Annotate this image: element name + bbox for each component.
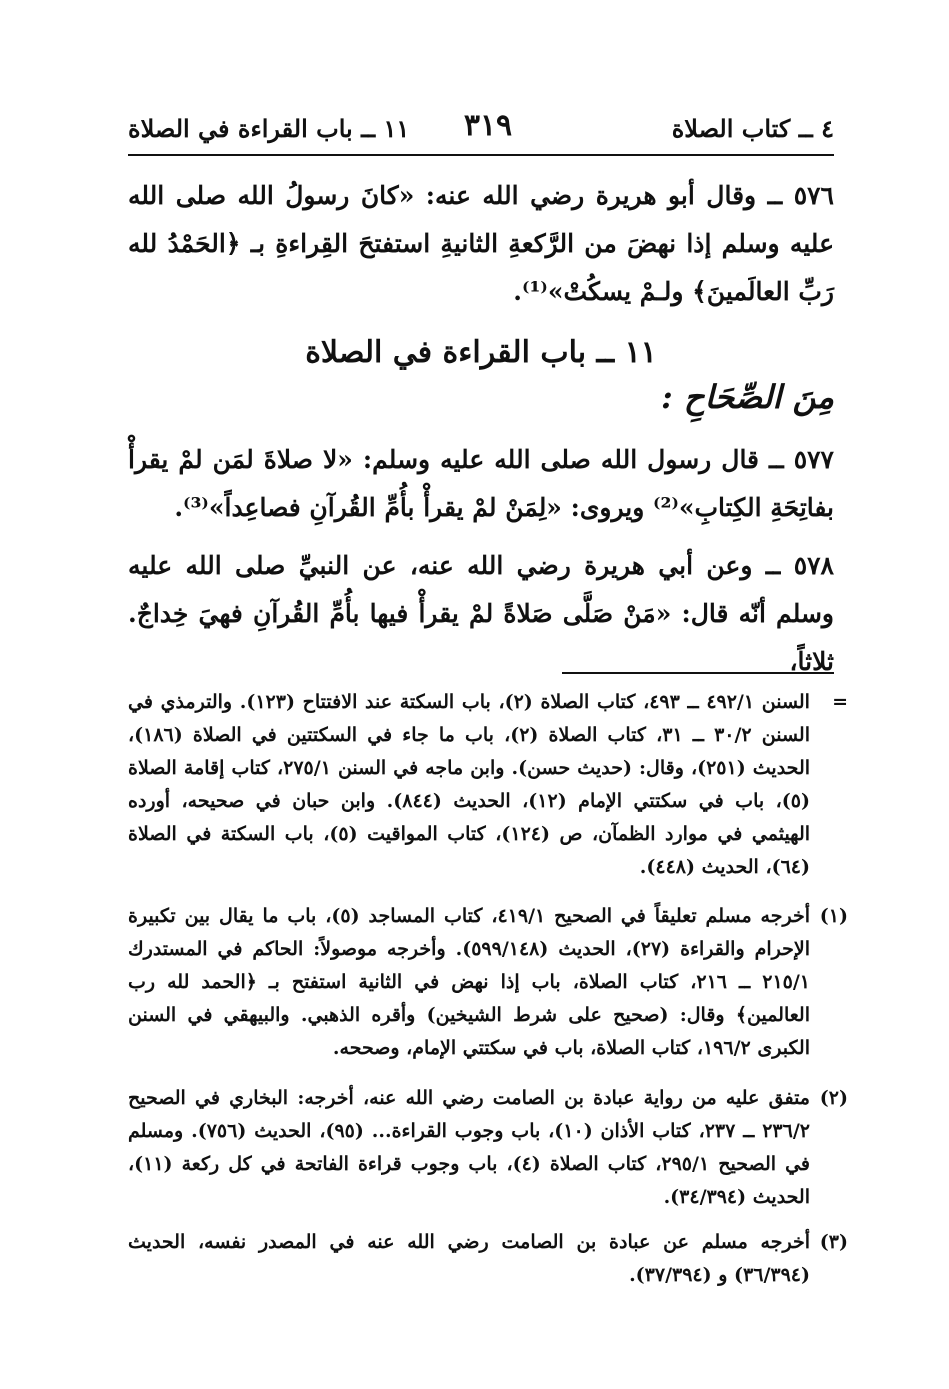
footnote-marker: (١) xyxy=(819,905,848,927)
footnote-marker: (٢) xyxy=(819,1087,848,1109)
section-heading: ١١ ــ باب القراءة في الصلاة xyxy=(128,114,410,143)
footnote-text: أخرجه مسلم تعليقاً في الصحيح ٤١٩/١، كتاب المساجد (٥)، باب ما يقال بين تكبيرة الإحرام والقراءة (٢٧)، الحديث (٥٩٩/١٤٨). وأخرجه موصولاً: الحاكم في المستدرك ٢١٥/١ ــ ٢١٦، كتاب الصلاة، باب إذا نهض في الثانية استفتح بـ ﴿الحمد لله رب العالمين﴾ وقال: (صحيح على شرط الشيخين) وأقره الذهبي. والبيهقي في السنن الكبرى ١٩٦/٢، كتاب الصلاة، باب في سكتتي الإمام، وصححه. xyxy=(128,905,811,1059)
footnote-3 xyxy=(128,1226,848,1292)
chapter-heading: ٤ ــ كتاب الصلاة xyxy=(671,114,834,143)
running-header xyxy=(128,108,834,156)
footnote-text: متفق عليه من رواية عبادة بن الصامت رضي الله عنه، أخرجه: البخاري في الصحيح ٢٣٦/٢ ــ ٢٣٧، كتاب الأذان (١٠)، باب وجوب القراءة... (٩٥)، الحديث (٧٥٦). ومسلم في الصحيح ٢٩٥/١، كتاب الصلاة (٤)، باب وجوب قراءة الفاتحة في كل ركعة (١١)، الحديث (٣٤/٣٩٤). xyxy=(128,1087,810,1208)
footnote-marker: (٣) xyxy=(819,1231,848,1253)
section-title: ١١ ــ باب القراءة في الصلاة xyxy=(305,335,657,370)
footnote-2 xyxy=(128,1082,848,1214)
footnote-continued xyxy=(128,686,848,884)
footnote-text: السنن ٤٩٢/١ ــ ٤٩٣، كتاب الصلاة (٢)، باب السكتة عند الافتتاح (١٢٣). والترمذي في السنن ٣٠/٢ ــ ٣١، كتاب الصلاة (٢)، باب ما جاء في السكتتين في الصلاة (١٨٦)، الحديث (٢٥١)، وقال: (حديث حسن). وابن ماجه في السنن ٢٧٥/١، كتاب إقامة الصلاة (٥)، باب في سكتتي الإمام (١٢)، الحديث (٨٤٤). وابن حبان في صحيحه، أورده الهيثمي في موارد الظمآن، ص (١٢٤)، كتاب المواقيت (٥)، باب السكتة في الصلاة (٦٤)، الحديث (٤٤٨). xyxy=(128,691,811,878)
footnote-text: أخرجه مسلم عن عبادة بن الصامت رضي الله عنه في المصدر نفسه، الحديث (٣٦/٣٩٤) و (٣٧/٣٩٤). xyxy=(128,1231,810,1286)
page-number: ٣١٩ xyxy=(463,108,513,143)
source-label: مِنَ الصِّحَاحِ : xyxy=(660,378,834,416)
hadith-576: ٥٧٦ ــ وقال أبو هريرة رضي الله عنه: «كانَ رسولُ الله صلى الله عليه وسلم إذا نهضَ من الرَّكعةِ الثانيةِ استفتحَ القِراءةِ بـ ﴿الحَمْدُ لله رَبِّ العالَمينَ﴾ ولـمْ يسكُتْ»⁽¹⁾. xyxy=(128,181,834,306)
footnote-marker: = xyxy=(832,691,848,713)
footnote-divider xyxy=(562,672,834,674)
hadith-578: ٥٧٨ ــ وعن أبي هريرة رضي الله عنه، عن النبيِّ صلى الله عليه وسلم أنّه قال: «مَنْ صَلَّى صَلاةً لمْ يقرأْ فيها بأُمِّ القُرآنِ فهيَ خِداجٌ. ثلاثاً، xyxy=(128,551,834,676)
hadith-577: ٥٧٧ ــ قال رسول الله صلى الله عليه وسلم: «لا صلاةَ لمَن لمْ يقرأْ بفاتِحَةِ الكِتابِ»⁽²⁾ ويروى: «لِمَنْ لمْ يقرأْ بأُمِّ القُرآنِ فصاعِداً»⁽³⁾. xyxy=(128,445,834,522)
footnote-1 xyxy=(128,900,848,1065)
